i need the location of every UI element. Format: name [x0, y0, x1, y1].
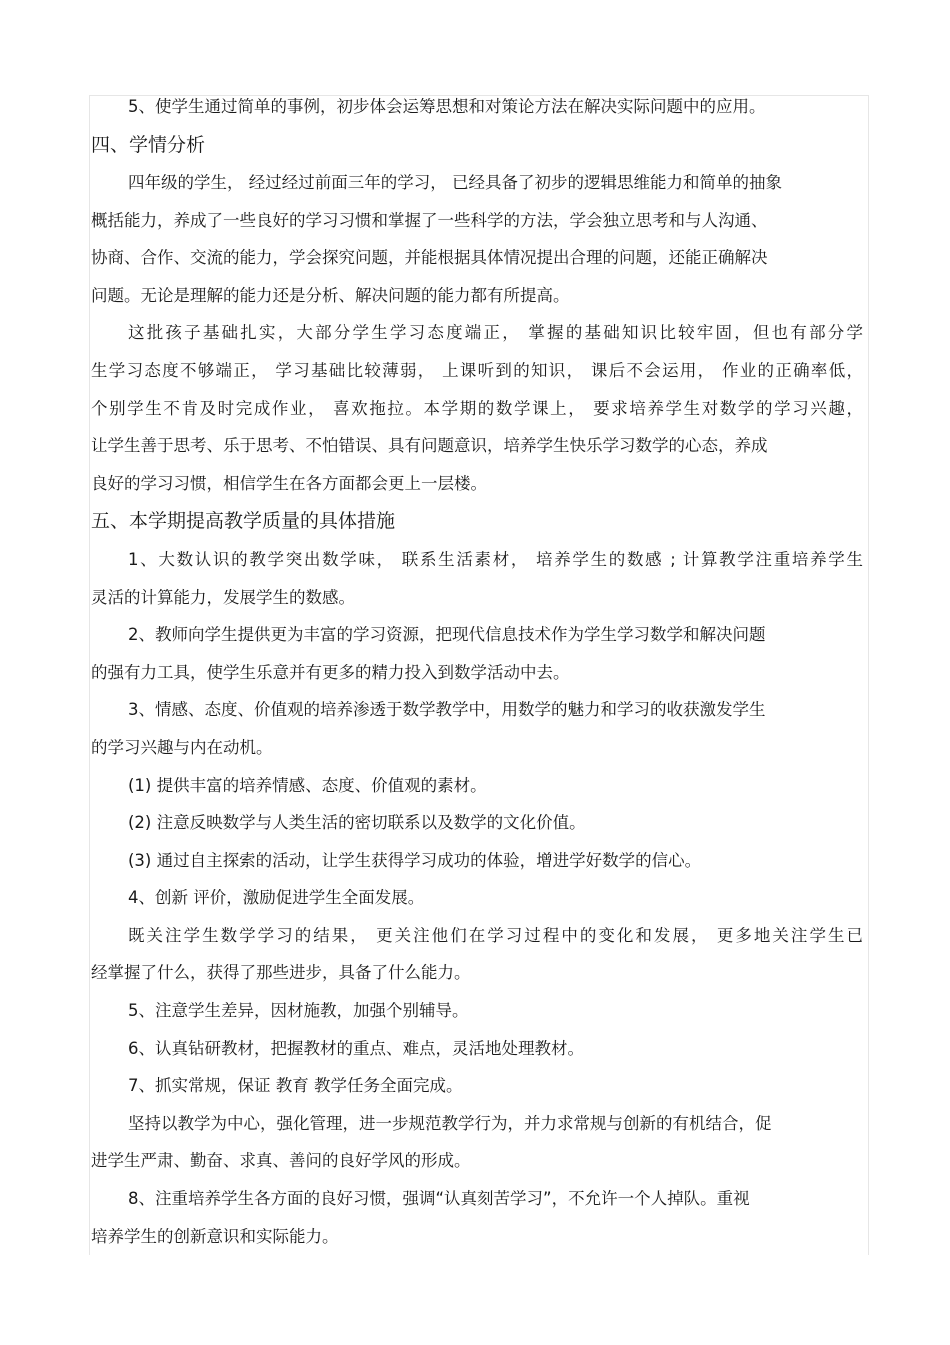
- text-line: 良好的学习习惯，相信学生在各方面都会更上一层楼。: [91, 473, 487, 493]
- document-body: [91, 88, 863, 1255]
- text-line: 灵活的计算能力，发展学生的数感。: [91, 587, 355, 607]
- text-line: 四年级的学生， 经过经过前面三年的学习， 已经具备了初步的逻辑思维能力和简单的抽象: [128, 173, 782, 193]
- section-heading: 四、学情分析: [91, 133, 206, 156]
- text-line: (1) 提供丰富的培养情感、态度、价值观的素材。: [128, 775, 487, 795]
- text-line: 坚持以教学为中心，强化管理，进一步规范教学行为，并力求常规与创新的有机结合，促: [128, 1113, 772, 1133]
- text-line: 这批孩子基础扎实，大部分学生学习态度端正， 掌握的基础知识比较牢固，但也有部分学: [128, 323, 863, 343]
- text-line: 让学生善于思考、乐于思考、不怕错误、具有问题意识，培养学生快乐学习数学的心态，养成: [91, 436, 768, 456]
- text-line: (3) 通过自主探索的活动，让学生获得学习成功的体验，增进学好数学的信心。: [128, 850, 702, 870]
- text-line: 5、注意学生差异，因材施教，加强个别辅导。: [128, 1001, 469, 1021]
- section-heading: 五、本学期提高教学质量的具体措施: [91, 510, 396, 533]
- text-line: 的学习兴趣与内在动机。: [91, 737, 273, 757]
- text-line: 5、使学生通过简单的事例，初步体会运筹思想和对策论方法在解决实际问题中的应用。: [128, 97, 766, 116]
- text-line: 6、认真钻研教材，把握教材的重点、难点，灵活地处理教材。: [128, 1038, 584, 1058]
- text-line: 1、大数认识的教学突出数学味， 联系生活素材， 培养学生的数感 ; 计算教学注重培养学生: [128, 549, 863, 569]
- text-line: 个别学生不肯及时完成作业， 喜欢拖拉。本学期的数学课上， 要求培养学生对数学的学习兴趣，: [91, 398, 863, 418]
- text-line: 7、抓实常规，保证 教育 教学任务全面完成。: [128, 1076, 463, 1096]
- text-line: 协商、合作、交流的能力，学会探究问题，并能根据具体情况提出合理的问题，还能正确解决: [91, 248, 768, 268]
- text-line: 既关注学生数学学习的结果， 更关注他们在学习过程中的变化和发展， 更多地关注学生已: [128, 925, 863, 945]
- text-line: 8、注重培养学生各方面的良好习惯，强调“认真刻苦学习”，不允许一个人掉队。重视: [128, 1189, 750, 1209]
- text-line: 问题。无论是理解的能力还是分析、解决问题的能力都有所提高。: [91, 285, 570, 305]
- text-line: 概括能力，养成了一些良好的学习习惯和掌握了一些科学的方法，学会独立思考和与人沟通、: [91, 210, 768, 230]
- text-line: 2、教师向学生提供更为丰富的学习资源，把现代信息技术作为学生学习数学和解决问题: [128, 625, 766, 645]
- text-line: 培养学生的创新意识和实际能力。: [91, 1226, 339, 1246]
- text-line: 4、创新 评价，激励促进学生全面发展。: [128, 888, 425, 908]
- text-line: 的强有力工具，使学生乐意并有更多的精力投入到数学活动中去。: [91, 662, 570, 682]
- text-line: 经掌握了什么，获得了那些进步，具备了什么能力。: [91, 963, 471, 983]
- text-line: 进学生严肃、勤奋、求真、善问的良好学风的形成。: [91, 1151, 471, 1171]
- text-line: (2) 注意反映数学与人类生活的密切联系以及数学的文化价值。: [128, 813, 586, 833]
- text-line: 生学习态度不够端正， 学习基础比较薄弱， 上课听到的知识， 课后不会运用， 作业的正确率低，: [91, 361, 863, 381]
- text-line: 3、情感、态度、价值观的培养渗透于数学教学中，用数学的魅力和学习的收获激发学生: [128, 700, 766, 720]
